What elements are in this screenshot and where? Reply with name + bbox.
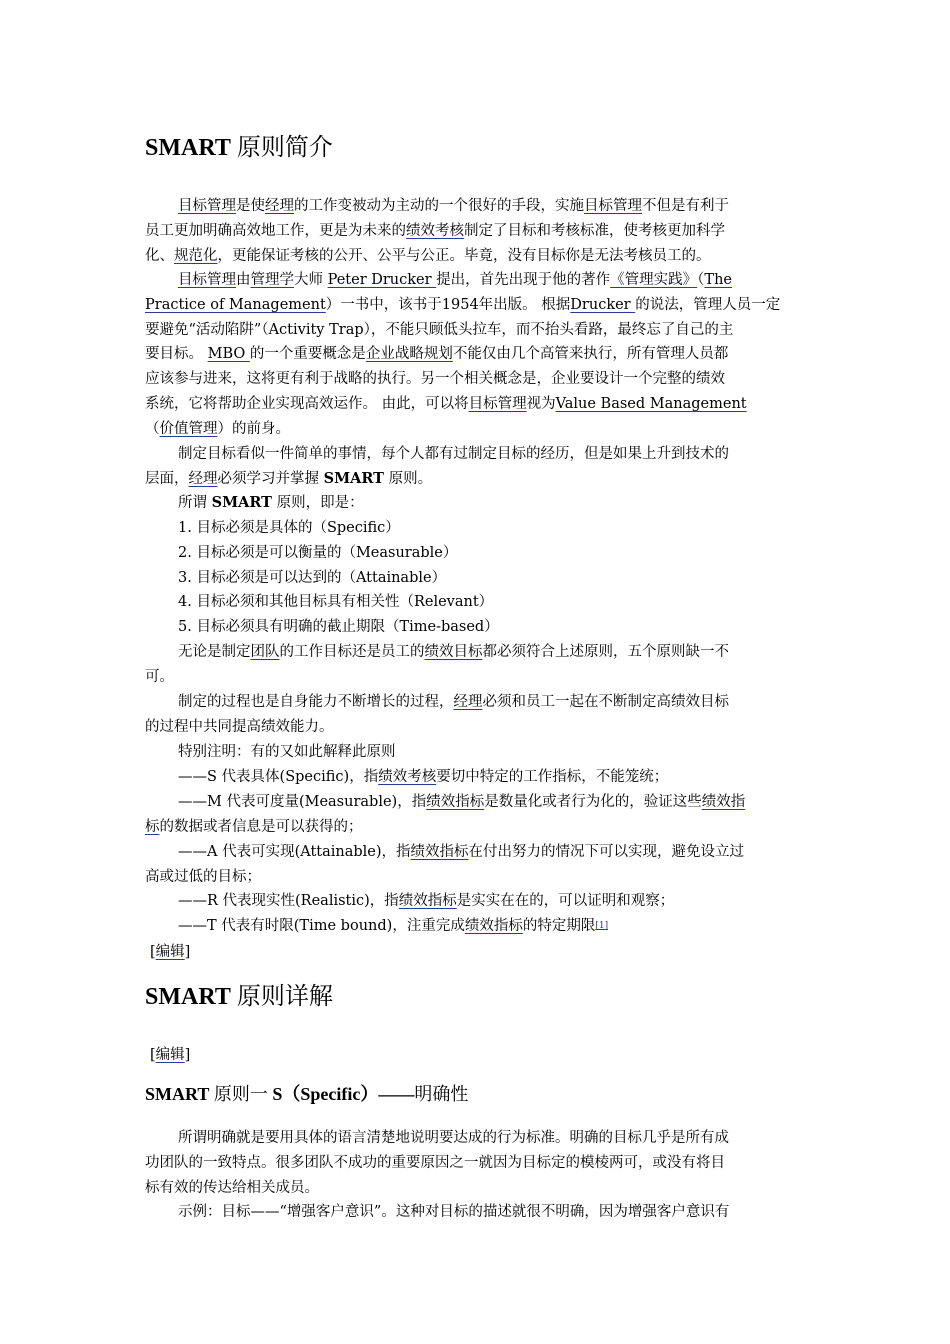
link-practice-of-management[interactable]: Practice of Management [145, 296, 326, 313]
link-mbo-abbr[interactable]: MBO [207, 346, 250, 363]
s-definition: ——S 代表具体(Specific)，指绩效考核要切中特定的工作指标，不能笼统； [178, 769, 669, 785]
text-line: 所谓明确就是要用具体的语言清楚地说明要达成的行为标准。明确的目标几乎是所有成 [178, 1130, 729, 1146]
intro-paragraph-6 [145, 690, 807, 740]
link-mbo[interactable]: 目标管理 [584, 198, 642, 214]
list-item: 4. 目标必须和其他目标具有相关性（Relevant） [178, 594, 494, 611]
t-definition: ——T 代表有时限(Time bound)，注重完成绩效指标的特定期限[1] [178, 918, 609, 934]
list-item: 1. 目标必须是具体的（Specific） [178, 520, 400, 536]
link-value-based-management[interactable]: Value Based Management [555, 395, 747, 412]
subheading-specific: SMART 原则一 S（Specific）——明确性 [145, 1084, 469, 1104]
text-line: 层面，经理必须学习并掌握 SMART 原则。 [145, 469, 433, 487]
link-drucker[interactable]: Drucker [570, 296, 636, 313]
text-line: 要目标。 MBO 的一个重要概念是企业战略规划不能仅由几个高管来执行，所有管理人员都 [145, 346, 729, 363]
detail-paragraph-1 [145, 1126, 807, 1200]
text-line: 目标管理是使经理的工作变被动为主动的一个很好的手段，实施目标管理不但是有利于 [178, 198, 729, 214]
text-line: 应该参与进来，这将更有利于战略的执行。另一个相关概念是，企业要设计一个完整的绩效 [145, 371, 725, 388]
text-line: 功团队的一致特点。很多团队不成功的重要原因之一就因为目标定的模棱两可，或没有将目 [145, 1154, 725, 1171]
link-manager[interactable]: 经理 [265, 198, 294, 214]
edit-link-intro: [编辑] [150, 944, 191, 960]
edit-link-detail: [编辑] [150, 1047, 191, 1063]
text-line: ——M 代表可度量(Measurable)，指绩效指标是数量化或者行为化的，验证这些绩效指 [178, 794, 746, 810]
link-value-management[interactable]: 价值管理 [159, 420, 218, 437]
link-manager[interactable]: 经理 [453, 694, 483, 710]
link-performance-indicator[interactable]: 绩效指标 [410, 844, 469, 860]
text-line: 制定的过程也是自身能力不断增长的过程，经理必须和员工一起在不断制定高绩效目标 [178, 694, 729, 710]
text-line: （价值管理）的前身。 [145, 420, 290, 437]
link-performance-indicator[interactable]: 绩效指 [701, 794, 746, 810]
intro-paragraph-7: 特别注明：有的又如此解释此原则 [178, 744, 396, 760]
text-line: ——A 代表可实现(Attainable)，指绩效指标在付出努力的情况下可以实现，避免设立过 [178, 844, 745, 860]
text-line: 化、规范化，更能保证考核的公开、公平与公正。毕竟，没有目标你是无法考核员工的。 [145, 247, 711, 264]
link-performance-appraisal[interactable]: 绩效考核 [378, 769, 437, 785]
section-title-intro: SMART 原则简介 [145, 135, 333, 161]
text-line: 的过程中共同提高绩效能力。 [145, 718, 334, 735]
intro-paragraph-2 [145, 268, 807, 442]
link-mbo[interactable]: 目标管理 [178, 272, 236, 288]
link-practice-book[interactable]: 《管理实践》 [610, 272, 698, 288]
intro-paragraph-1 [145, 194, 807, 268]
link-mbo[interactable]: 目标管理 [178, 198, 236, 214]
edit-button[interactable]: 编辑 [155, 1047, 185, 1063]
list-item: 3. 目标必须是可以达到的（Attainable） [178, 569, 447, 586]
text-line: 制定目标看似一件简单的事情，每个人都有过制定目标的经历，但是如果上升到技术的 [178, 446, 729, 462]
smart-list [145, 516, 807, 640]
a-definition [145, 840, 807, 890]
text-line: 高或过低的目标； [145, 868, 261, 885]
text-line: Practice of Management）一书中，该书于1954年出版。 根据Drucker 的说法，管理人员一定 [145, 296, 781, 313]
r-definition: ——R 代表现实性(Realistic)，指绩效指标是实实在在的，可以证明和观察； [178, 893, 675, 909]
text-line: 要避免“活动陷阱”（Activity Trap），不能只顾低头拉车，而不抬头看路，最终忘了自己的主 [145, 321, 734, 338]
text-line: 无论是制定团队的工作目标还是员工的绩效目标都必须符合上述原则，五个原则缺一不 [178, 644, 729, 660]
link-mbo[interactable]: 目标管理 [468, 395, 527, 412]
detail-paragraph-2: 示例：目标——“增强客户意识”。这种对目标的描述就很不明确，因为增强客户意识有 [178, 1204, 730, 1220]
link-practice-of-management[interactable]: The [704, 272, 733, 288]
link-performance-indicator[interactable]: 标 [145, 818, 160, 835]
link-management-science[interactable]: 管理学 [250, 272, 294, 288]
edit-button[interactable]: 编辑 [155, 944, 185, 960]
link-team[interactable]: 团队 [250, 644, 280, 660]
link-performance-appraisal[interactable]: 绩效考核 [406, 222, 464, 239]
intro-paragraph-5 [145, 640, 807, 690]
m-definition [145, 790, 807, 840]
section-title-detail: SMART 原则详解 [145, 984, 333, 1010]
link-peter-drucker[interactable]: Peter Drucker [327, 272, 437, 288]
link-performance-indicator[interactable]: 绩效指标 [464, 918, 523, 934]
text-line: 目标管理由管理学大师 Peter Drucker 提出，首先出现于他的著作《管理实践》（The [178, 272, 733, 288]
footnote-reference[interactable]: [1] [595, 921, 609, 931]
text-line: 标的数据或者信息是可以获得的； [145, 818, 363, 835]
intro-paragraph-3 [145, 442, 807, 492]
link-strategic-planning[interactable]: 企业战略规划 [365, 346, 453, 363]
text-line: 系统，它将帮助企业实现高效运作。 由此，可以将目标管理视为Value Based Management [145, 395, 747, 412]
text-line: 标有效的传达给相关成员。 [145, 1179, 319, 1196]
link-performance-indicator[interactable]: 绩效指标 [398, 893, 457, 909]
intro-paragraph-4: 所谓 SMART 原则，即是： [178, 494, 364, 511]
link-manager[interactable]: 经理 [188, 470, 218, 487]
list-item: 2. 目标必须是可以衡量的（Measurable） [178, 544, 458, 561]
text-line: 可。 [145, 668, 174, 685]
link-performance-goal[interactable]: 绩效目标 [424, 644, 483, 660]
link-performance-indicator[interactable]: 绩效指标 [426, 794, 485, 810]
link-standardization[interactable]: 规范化 [174, 247, 218, 264]
text-line: 员工更加明确高效地工作，更是为未来的绩效考核制定了目标和考核标准，使考核更加科学 [145, 222, 725, 239]
list-item: 5. 目标必须具有明确的截止期限（Time-based） [178, 619, 499, 636]
